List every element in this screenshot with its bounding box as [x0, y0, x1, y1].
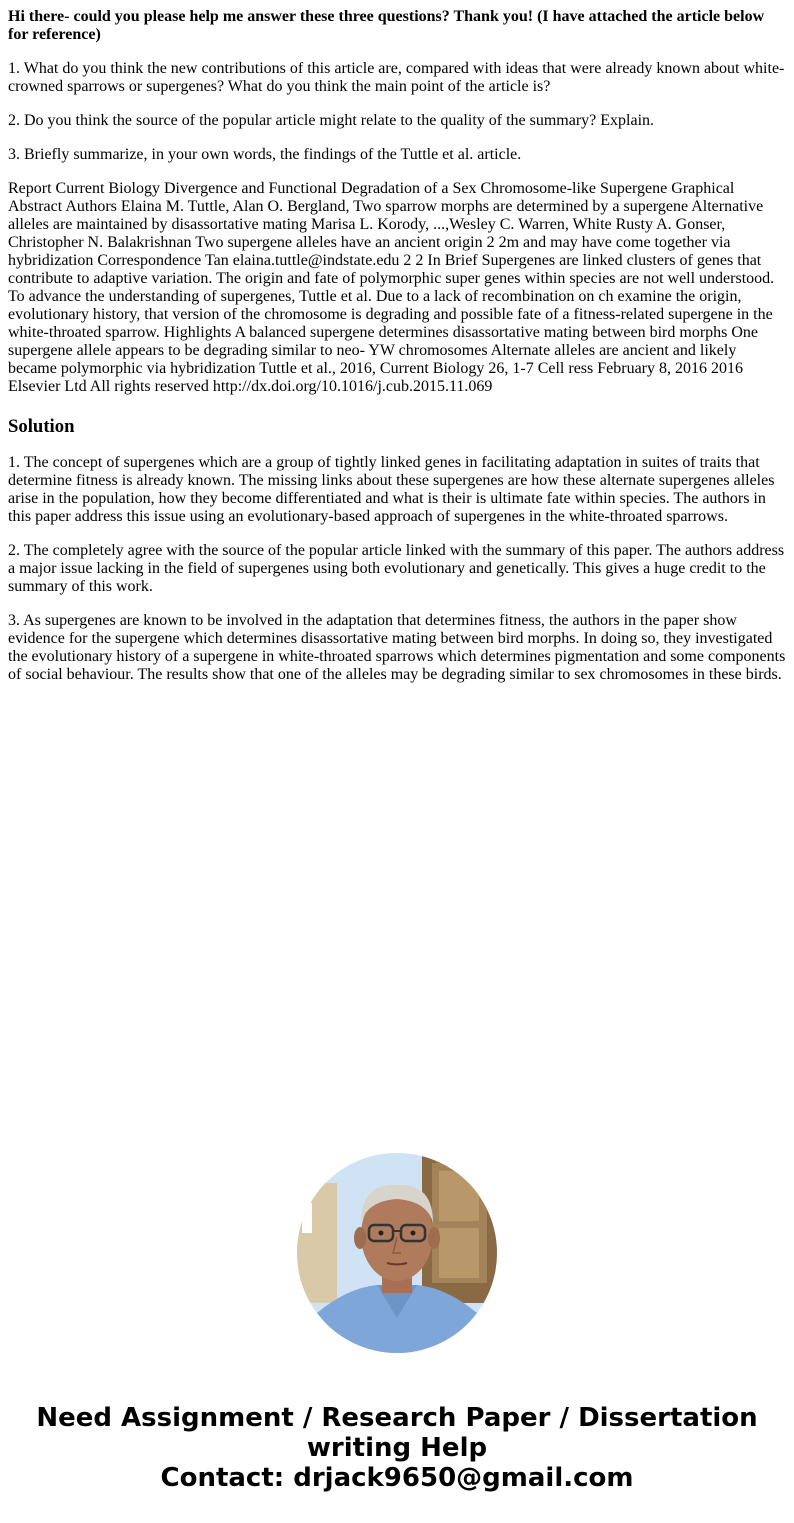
promo-contact: Contact: drjack9650@gmail.com — [160, 1463, 634, 1493]
question-heading: Hi there- could you please help me answer these three questions? Thank you! (I have attached the article below for reference) — [8, 8, 765, 43]
avatar — [297, 1153, 497, 1353]
promo-line-1: Need Assignment / Research Paper / Dissertation — [36, 1403, 758, 1433]
question-item-3: 3. Briefly summarize, in your own words, the findings of the Tuttle et al. article. — [8, 146, 522, 163]
promo-banner — [0, 1403, 794, 1493]
question-item-1: 1. What do you think the new contributions of this article are, compared with ideas that were already known about white-crowned sparrows or supergenes? What do you think the main point of the article is? — [8, 60, 785, 95]
article-text: Report Current Biology Divergence and Functional Degradation of a Sex Chromosome-like Supergene Graphical Abstract Authors Elaina M. Tuttle, Alan O. Bergland, Two sparrow morphs are determined by a supergene Alternative alleles are maintained by disassortative mating Marisa L. Korody, ...,Wesley C. Warren, White Rusty A. Gonser, Christopher N. Balakrishnan Two supergene alleles have an ancient origin 2 2m and may have come together via hybridization Correspondence Tan elaina.tuttle@indstate.edu 2 2 In Brief Supergenes are linked clusters of genes that contribute to adaptive variation. The origin and fate of polymorphic super genes within species are not well understood. To advance the understanding of supergenes, Tuttle et al. Due to a lack of recombination on ch examine the origin, evolutionary history, that version of the chromosome is degrading and possible fate of a fitness-related supergene in the white-throated sparrow. Highlights A balanced supergene determines disassortative mating between bird morphs One supergene allele appears to be degrading similar to neo- YW chromosomes Alternate alleles are ancient and likely became polymorphic via hybridization Tuttle et al., 2016, Current Biology 26, 1-7 Cell ress February 8, 2016 2016 Elsevier Ltd All rights reserved http://dx.doi.org/10.1016/j.cub.2015.11.069 — [8, 180, 775, 395]
question-item-2: 2. Do you think the source of the popular article might relate to the quality of the summary? Explain. — [8, 112, 655, 129]
solution-heading: Solution — [8, 416, 75, 437]
promo-line-2: writing Help — [306, 1433, 488, 1463]
person-photo-icon — [297, 1153, 497, 1353]
solution-answer-2: 2. The completely agree with the source of the popular article linked with the summary of this paper. The authors address a major issue lacking in the field of supergenes using both evolutionary and genetically. This gives a huge credit to the summary of this work. — [8, 542, 785, 595]
document-content — [8, 8, 786, 700]
solution-answer-3: 3. As supergenes are known to be involved in the adaptation that determines fitness, the authors in the paper show evidence for the supergene which determines disassortative mating between bird morphs. In doing so, they investigated the evolutionary history of a supergene in white-throated sparrows which determines pigmentation and some components of social behaviour. The results show that one of the alleles may be degrading similar to sex chromosomes in these birds. — [8, 612, 786, 683]
solution-answer-1: 1. The concept of supergenes which are a group of tightly linked genes in facilitating adaptation in suites of traits that determine fitness is already known. The missing links about these supergenes are how these alternate supergenes alleles arise in the population, how they become differentiated and what is their is ultimate fate within species. The authors in this paper address this issue using an evolutionary-based approach of supergenes in the white-throated sparrows. — [8, 454, 775, 525]
